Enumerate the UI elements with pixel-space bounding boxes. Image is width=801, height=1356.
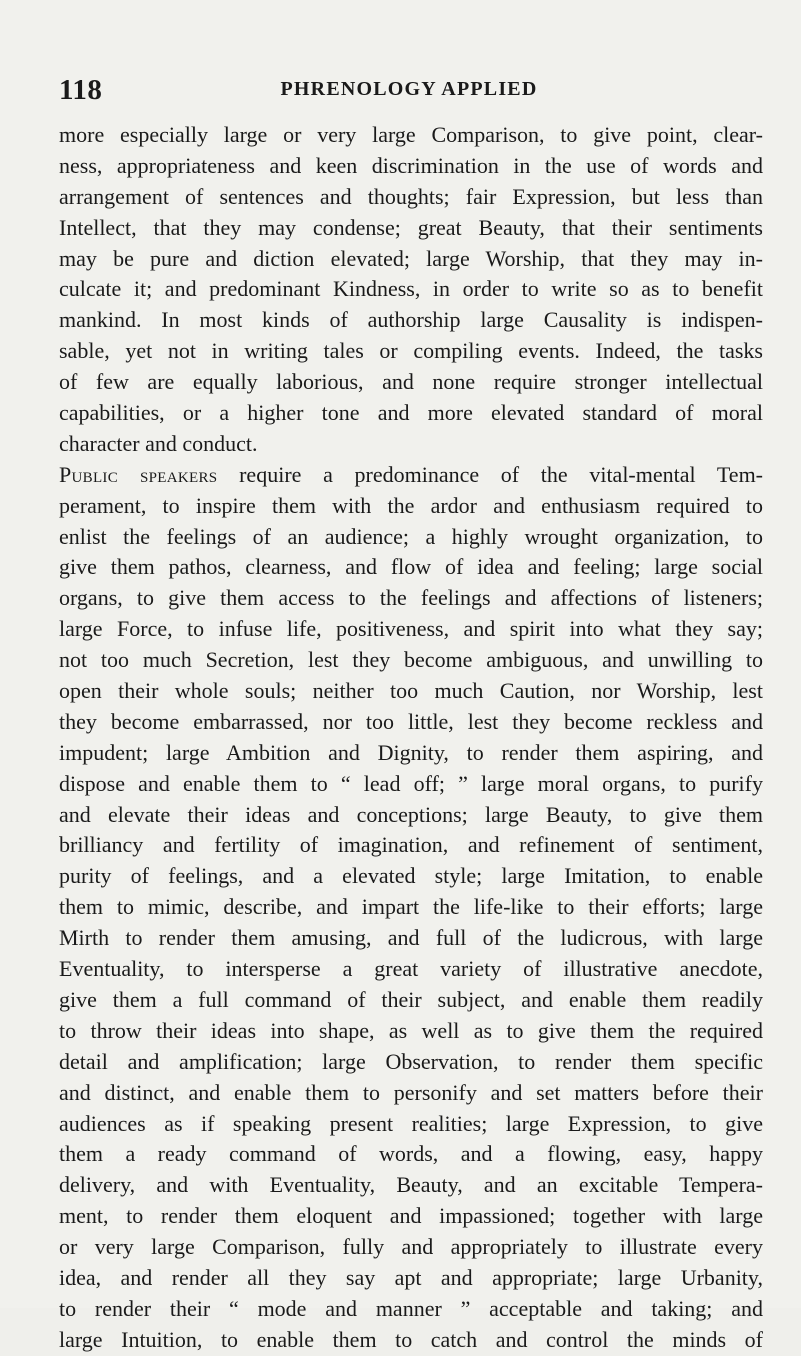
text-line: them a ready command of words, and a flowing, easy, happy (59, 1141, 763, 1167)
text-line: give them pathos, clearness, and flow of idea and feeling; large social (59, 554, 763, 580)
text-line: purity of feelings, and a elevated style; large Imitation, to enable (59, 863, 763, 889)
text-line: and distinct, and enable them to personify and set matters before their (59, 1079, 763, 1105)
section-lead: Public speakers (59, 461, 218, 487)
text-line: dispose and enable them to “ lead off; ” large moral organs, to purify (59, 770, 763, 796)
text-line: arrangement of sentences and thoughts; fair Expression, but less than (59, 183, 763, 209)
text-line: ment, to render them eloquent and impassioned; together with large (59, 1203, 763, 1229)
text-line: culcate it; and predominant Kindness, in order to write so as to benefit (59, 276, 763, 302)
text-line: may be pure and diction elevated; large Worship, that they may in- (59, 245, 763, 271)
text-line: organs, to give them access to the feelings and affections of listeners; (59, 585, 763, 611)
text-line: of few are equally laborious, and none require stronger intellectual (59, 369, 763, 395)
running-head (59, 74, 759, 108)
text-line: give them a full command of their subject, and enable them readily (59, 986, 763, 1012)
text-line: to render their “ mode and manner ” acceptable and taking; and (59, 1295, 763, 1321)
text-line: them to mimic, describe, and impart the life-like to their efforts; large (59, 894, 763, 920)
text-line: detail and amplification; large Observation, to render them specific (59, 1048, 763, 1074)
text-line: to throw their ideas into shape, as well as to give them the required (59, 1017, 763, 1043)
text-line-rest: require a predominance of the vital-mental Tem- (239, 461, 764, 487)
text-line: sable, yet not in writing tales or compiling events. Indeed, the tasks (59, 338, 763, 364)
body-text (59, 120, 763, 1356)
text-line: large Intuition, to enable them to catch and control the minds of (59, 1326, 763, 1352)
text-line: not too much Secretion, lest they become ambiguous, and unwilling to (59, 647, 763, 673)
text-line: more especially large or very large Comparison, to give point, clear- (59, 122, 763, 147)
text-line: ness, appropriateness and keen discrimination in the use of words and (59, 152, 763, 178)
page-number: 118 (59, 74, 103, 106)
text-line: open their whole souls; neither too much Caution, nor Worship, lest (59, 678, 763, 704)
running-title: PHRENOLOGY APPLIED (280, 78, 538, 100)
text-line: and elevate their ideas and conceptions; large Beauty, to give them (59, 801, 763, 827)
text-line: enlist the feelings of an audience; a highly wrought organization, to (59, 523, 763, 549)
text-line: perament, to inspire them with the ardor and enthusiasm required to (59, 492, 763, 518)
text-line: or very large Comparison, fully and appropriately to illustrate every (59, 1234, 763, 1260)
text-line: Eventuality, to intersperse a great variety of illustrative anecdote, (59, 956, 763, 982)
text-line: Mirth to render them amusing, and full of the ludicrous, with large (59, 925, 763, 951)
text-line: idea, and render all they say apt and appropriate; large Urbanity, (59, 1264, 763, 1290)
text-line: impudent; large Ambition and Dignity, to render them aspiring, and (59, 739, 763, 765)
text-line: character and conduct. (59, 430, 258, 456)
text-line: audiences as if speaking present realities; large Expression, to give (59, 1110, 763, 1136)
text-line: capabilities, or a higher tone and more elevated standard of moral (59, 400, 763, 426)
text-line: they become embarrassed, nor too little, lest they become reckless and (59, 708, 763, 734)
text-line: Intellect, that they may condense; great Beauty, that their sentiments (59, 214, 763, 240)
section-lead-line (59, 460, 763, 491)
text-line: mankind. In most kinds of authorship large Causality is indispen- (59, 307, 763, 333)
text-line: large Force, to infuse life, positiveness, and spirit into what they say; (59, 616, 763, 642)
text-line: delivery, and with Eventuality, Beauty, and an excitable Tempera- (59, 1172, 763, 1198)
text-line: brilliancy and fertility of imagination, and refinement of sentiment, (59, 832, 763, 858)
